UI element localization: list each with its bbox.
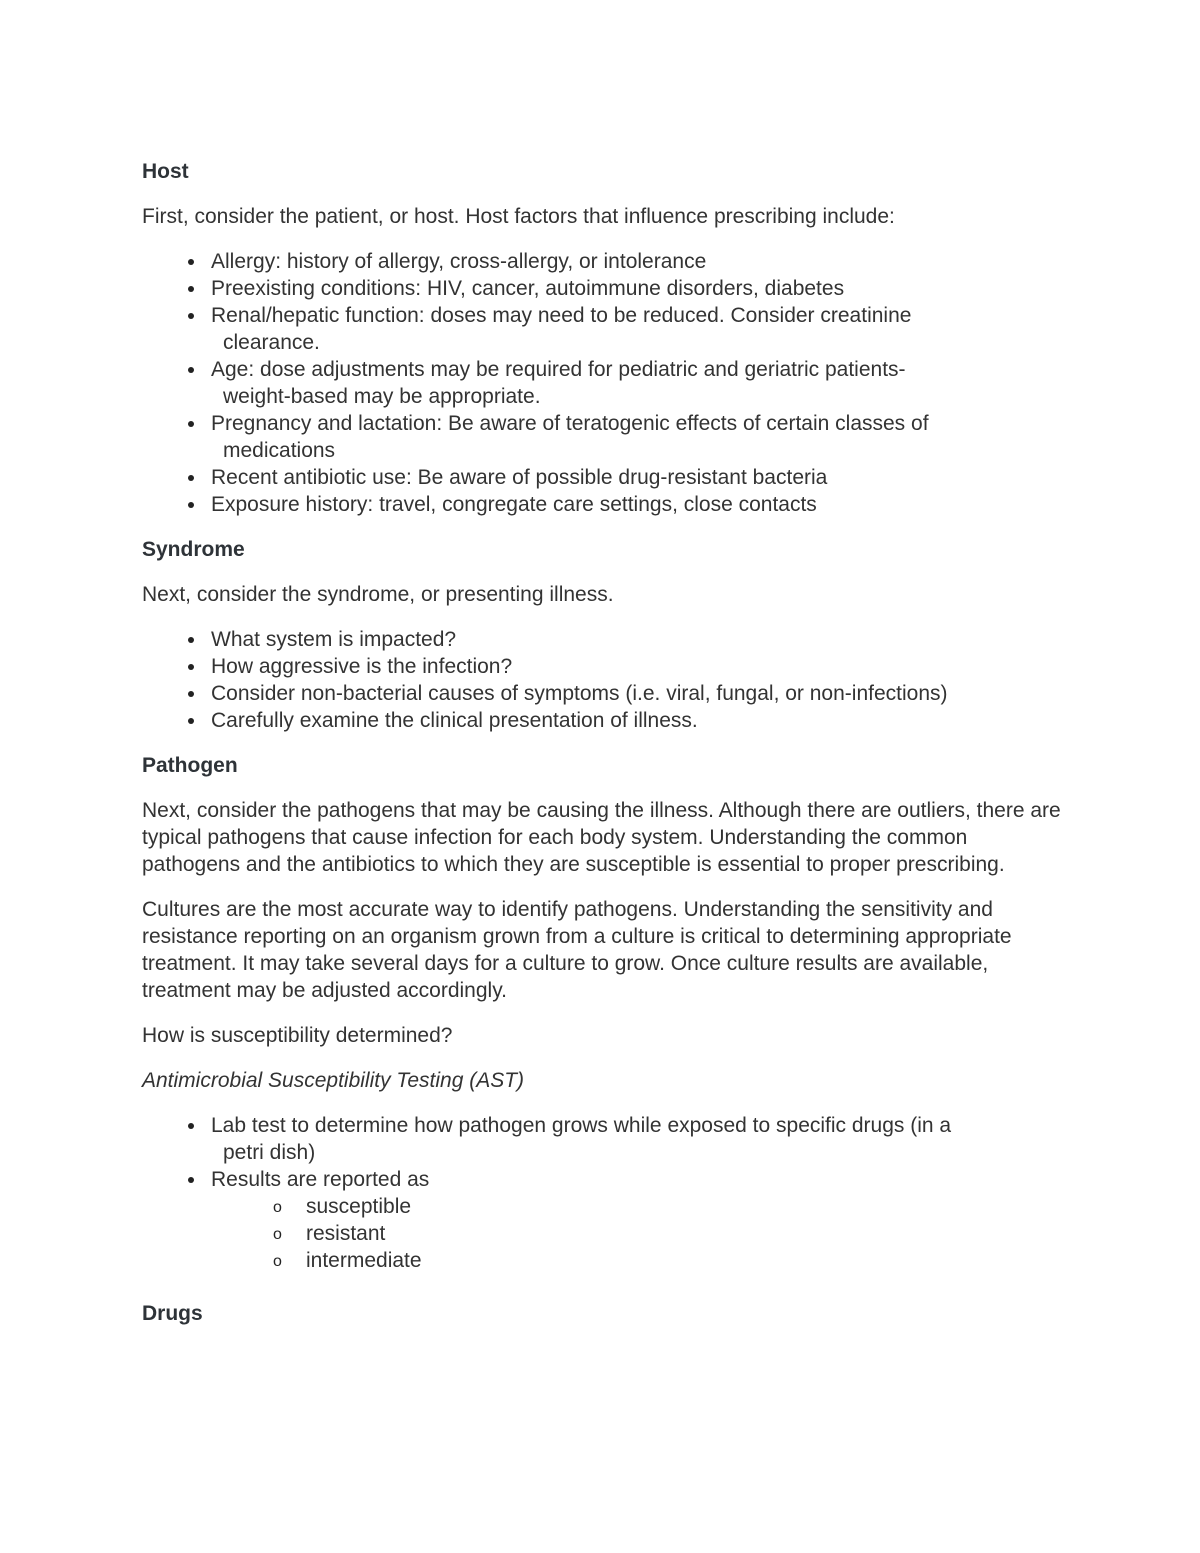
ast-title: Antimicrobial Susceptibility Testing (AST) [142, 1069, 525, 1092]
list-item: Consider non-bacterial causes of symptoms (i.e. viral, fungal, or non-infections) [211, 680, 1062, 707]
host-intro: First, consider the patient, or host. Host factors that influence prescribing include: [142, 205, 895, 228]
list-item: What system is impacted? [211, 626, 1062, 653]
syndrome-intro: Next, consider the syndrome, or presenting illness. [142, 583, 614, 606]
list-item: Lab test to determine how pathogen grows while exposed to specific drugs (in a petri dish) [211, 1112, 1062, 1166]
list-item: Pregnancy and lactation: Be aware of teratogenic effects of certain classes of medications [211, 410, 1062, 464]
drugs-heading: Drugs [142, 1302, 203, 1325]
list-item: Carefully examine the clinical presentation of illness. [211, 707, 1062, 734]
host-factor-list [142, 248, 1062, 518]
list-item: Age: dose adjustments may be required for pediatric and geriatric patients- weight-based may be appropriate. [211, 356, 1062, 410]
results-sublist [211, 1193, 1062, 1274]
sub-list-item: o intermediate [306, 1247, 1062, 1274]
list-item: Allergy: history of allergy, cross-allergy, or intolerance [211, 248, 1062, 275]
list-item: How aggressive is the infection? [211, 653, 1062, 680]
list-item: Exposure history: travel, congregate care settings, close contacts [211, 491, 1062, 518]
list-item: Renal/hepatic function: doses may need to be reduced. Consider creatinine clearance. [211, 302, 1062, 356]
host-heading: Host [142, 160, 189, 183]
list-item: Results are reported as o susceptible o resistant o intermediate [211, 1166, 1062, 1274]
pathogen-heading: Pathogen [142, 754, 238, 777]
list-item: Preexisting conditions: HIV, cancer, autoimmune disorders, diabetes [211, 275, 1062, 302]
ast-list [142, 1112, 1062, 1274]
list-item: Recent antibiotic use: Be aware of possible drug-resistant bacteria [211, 464, 1062, 491]
sub-list-item: o susceptible [306, 1193, 1062, 1220]
syndrome-heading: Syndrome [142, 538, 245, 561]
document-page [142, 158, 1062, 1345]
susceptibility-question: How is susceptibility determined? [142, 1024, 453, 1047]
pathogen-paragraph-2: Cultures are the most accurate way to identify pathogens. Understanding the sensitivity and resistance reporting on an organism grown from a culture is critical to determining appropriate treatment. It may take several days for a culture to grow. Once culture results are available, treatment may be adjusted accordingly. [142, 898, 1012, 1002]
syndrome-list [142, 626, 1062, 734]
sub-list-item: o resistant [306, 1220, 1062, 1247]
pathogen-paragraph-1: Next, consider the pathogens that may be causing the illness. Although there are outliers, there are typical pathogens that cause infection for each body system. Understanding the common pathogens and the antibiotics to which they are susceptible is essential to proper prescribing. [142, 799, 1061, 876]
